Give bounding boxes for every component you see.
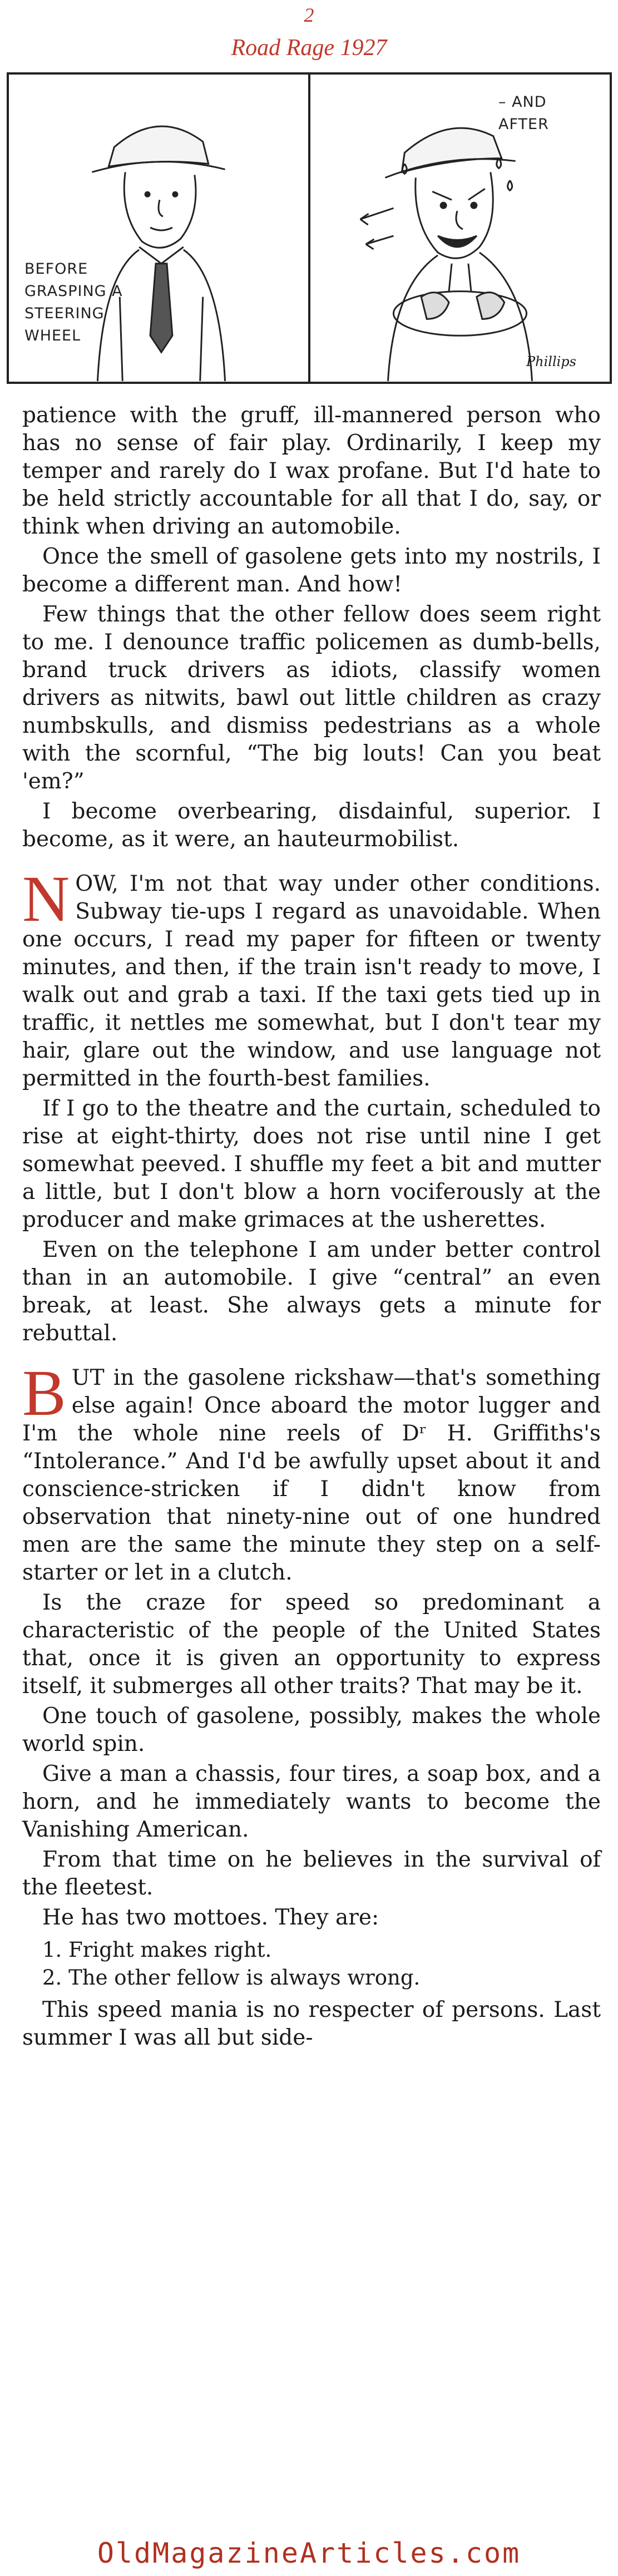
paragraph: Even on the telephone I am under better control than in an automobile. I give “central” an even break, at least. She always gets a minute for rebuttal. xyxy=(22,1237,601,1346)
mottos-list xyxy=(42,1936,601,1992)
paragraph-dropcap xyxy=(22,862,601,1093)
paragraph: Give a man a chassis, four tires, a soap box, and a horn, and he immediately wants to become the Vanishing American. xyxy=(22,1761,601,1842)
list-item: 2. The other fellow is always wrong. xyxy=(42,1966,421,1990)
cartoon-illustration xyxy=(7,72,612,384)
paragraph: This speed mania is no respecter of persons. Last summer I was all but side- xyxy=(22,1997,601,2050)
drop-cap-letter: B xyxy=(22,1356,66,1429)
paragraph: patience with the gruff, ill-mannered person who has no sense of fair play. Ordinarily, I keep my temper and rarely do I wax profane. But I'd hate to be held strictly accountable for all that I do, say, or think when driving an automobile. xyxy=(22,403,601,539)
paragraph: If I go to the theatre and the curtain, scheduled to rise at eight-thirty, does not rise until nine I get somewhat peeved. I shuffle my feet a bit and mutter a little, but I don't blow a horn vociferously at the producer and make grimaces at the usherettes. xyxy=(22,1096,601,1232)
paragraph-text: OW, I'm not that way under other conditions. Subway tie-ups I regard as unavoidable. When one occurs, I read my paper for fifteen or twenty minutes, and then, if the train isn't ready to move, I walk out and grab a taxi. If the taxi gets tied up in traffic, it nettles me somewhat, but I don't tear my hair, glare out the window, and use language not permitted in the fourth-best families. xyxy=(22,871,601,1091)
paragraph: Is the craze for speed so predominant a characteristic of the people of the United States that, once it is given an opportunity to express itself, it submerges all other traits? That may be it. xyxy=(22,1590,601,1699)
paragraph: I become overbearing, disdainful, superior. I become, as it were, an hauteurmobilist. xyxy=(22,799,601,852)
site-watermark: OldMagazineArticles.com xyxy=(97,2537,521,2569)
paragraph: One touch of gasolene, possibly, makes the whole world spin. xyxy=(22,1704,601,1756)
article-body xyxy=(22,402,601,2054)
paragraph-text: UT in the gasolene rickshaw—that's something else again! Once aboard the motor lugger and I'm the whole nine reels of Dʳ H. Griffiths's “Intolerance.” And I'd be awfully upset about it and conscience-stricken if I didn't know from observation that ninety-nine out of one hundred men are the same the minute they step on a self-starter or let in a clutch. xyxy=(22,1365,601,1585)
paragraph: Once the smell of gasolene gets into my nostrils, I become a different man. And how! xyxy=(22,544,601,597)
list-item: 1. Fright makes right. xyxy=(42,1938,272,1962)
drop-cap-letter: N xyxy=(22,862,70,935)
after-panel xyxy=(308,75,610,382)
paragraph: Few things that the other fellow does seem right to me. I denounce traffic policemen as dumb-bells, brand truck drivers as idiots, classify women drivers as nitwits, bawl out little children as crazy numbskulls, and dismiss pedestrians as a whole with the scornful, “The big louts! Can you beat 'em?” xyxy=(22,602,601,794)
after-caption: – AND AFTER xyxy=(498,93,549,133)
before-panel xyxy=(9,75,308,382)
paragraph-dropcap xyxy=(22,1356,601,1587)
paragraph: He has two mottoes. They are: xyxy=(42,1905,379,1930)
paragraph: From that time on he believes in the survival of the fleetest. xyxy=(22,1847,601,1900)
page-number: 2 xyxy=(304,4,314,26)
page-title: Road Rage 1927 xyxy=(231,35,387,61)
artist-signature: Phillips xyxy=(526,354,576,369)
before-caption: BEFORE GRASPING A STEERING WHEEL xyxy=(24,260,123,344)
